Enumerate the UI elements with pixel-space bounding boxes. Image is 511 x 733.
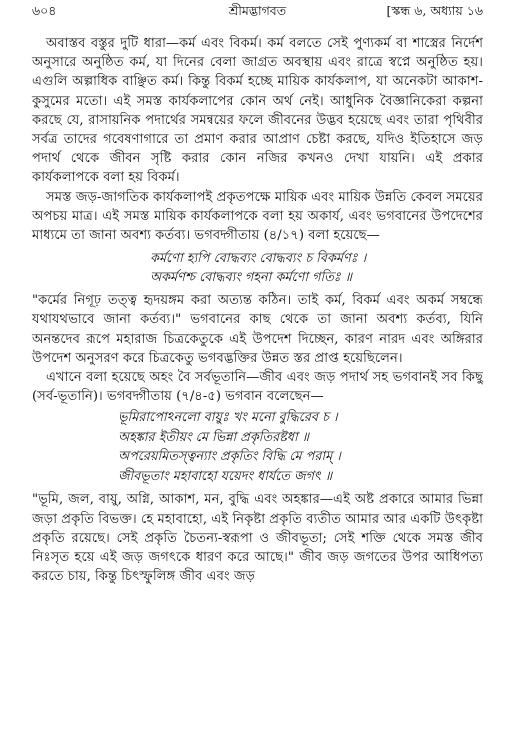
- paragraph-3: "কর্মের নিগূঢ় তত্ত্ব হৃদয়ঙ্গম করা অত্যন্ত কঠিন। তাই কর্ম, বিকর্ম এবং অকর্ম সম্বন্ধে যথাযথভাবে জানা কর্তব্য।" ভগবানের কাছ থেকে তা জানা অবশ্য কর্তব্য, যিনি অনন্তদেব রূপে মহারাজ চিত্রকেতুকে এই উপদেশ দিচ্ছেন, কারণ নারদ এবং অঙ্গিরার উপদেশ অনুসরণ করে চিত্রকেতু ভগবদ্ভক্তির উন্নত স্তর প্রাপ্ত হয়েছিলেন।: [32, 293, 483, 366]
- running-header: [32, 2, 483, 24]
- section-reference: [স্কন্ধ ৬, অধ্যায় ১৬: [386, 3, 483, 18]
- book-title: শ্রীমদ্ভাগবত: [228, 3, 287, 18]
- paragraph-2: সমস্ত জড়-জাগতিক কার্যকলাপই প্রকৃতপক্ষে মায়িক এবং মায়িক উন্নতি কেবল সময়ের অপচয় মাত্র। এই সমস্ত মায়িক কার্যকলাপকে বলা হয় অকার্য, এবং ভগবানের উপদেশের মাধ্যমে তা জানা অবশ্য কর্তব্য। ভগবদ্গীতায় (৪/১৭) বলা হয়েছে—: [32, 189, 483, 244]
- page-number: ৬০৪: [32, 3, 57, 18]
- verse-line: অপরেয়মিতস্ত্বন্যাং প্রকৃতিং বিদ্ধি মে পরাম্ ।: [118, 449, 341, 465]
- verse-line: অকর্মণশ্চ বোদ্ধব্যং গহনা কর্মণো গতিঃ ॥: [150, 270, 352, 286]
- paragraph-4: এখানে বলা হয়েছে অহং বৈ সর্বভূতানি—জীব এবং জড় পদার্থ সহ ভগবানই সব কিছু (সর্ব-ভূতানি)। ভগবদ্গীতায় (৭/৪-৫) ভগবান বলেছেন—: [32, 370, 483, 405]
- verse-line: অহঙ্কার ইতীয়ং মে ভিন্না প্রকৃতিরষ্টধা ॥: [118, 429, 309, 445]
- page-body: [32, 34, 483, 586]
- verse-line: কর্মণো হ্যপি বোদ্ধব্যং বোদ্ধব্যং চ বিকর্মণঃ ।: [150, 251, 367, 267]
- verse-line: ভূমিরাপোঽনলো বায়ুঃ খং মনো বুদ্ধিরেব চ ।: [118, 410, 338, 426]
- verse-gita-7-4-5: [118, 408, 483, 486]
- paragraph-1: অবাস্তব বস্তুর দুটি ধারা—কর্ম এবং বিকর্ম। কর্ম বলতে সেই পুণ্যকর্ম বা শাস্ত্রের নির্দেশ অনুসারে অনুষ্ঠিত কর্ম, যা দিনের বেলা জাগ্রত অবস্থায় এবং রাত্রে স্বপ্নে অনুষ্ঠিত হয়। এগুলি অল্পাধিক বাঞ্ছিত কর্ম। কিন্তু বিকর্ম হচ্ছে মায়িক কার্যকলাপ, যা অনেকটা আকাশ-কুসুমের মতো। এই সমস্ত কার্যকলাপের কোন অর্থ নেই। আধুনিক বৈজ্ঞানিকেরা কল্পনা করছে যে, রাসায়নিক পদার্থের সমন্বয়ের ফলে জীবনের উদ্ভব হয়েছে এবং তারা পৃথিবীর সর্বত্র তাদের গবেষণাগারে তা প্রমাণ করার আপ্রাণ চেষ্টা করছে, যদিও ইতিহাসে জড় পদার্থ থেকে জীবন সৃষ্টি করার কোন নজির কখনও দেখা যায়নি। এই প্রকার কার্যকলাপকে বলা হয় বিকর্ম।: [32, 36, 483, 186]
- paragraph-5: "ভূমি, জল, বায়ু, অগ্নি, আকাশ, মন, বুদ্ধি এবং অহঙ্কার—এই অষ্ট প্রকারে আমার ভিন্না জড়া প্রকৃতি বিভক্ত। হে মহাবাহো, এই নিকৃষ্টা প্রকৃতি ব্যতীত আমার আর একটি উৎকৃষ্টা প্রকৃতি রয়েছে। সেই প্রকৃতি চৈতন্য-স্বরূপা ও জীবভূতা; সেই শক্তি থেকে সমস্ত জীব নিঃসৃত হয়ে এই জড় জগৎকে ধারণ করে আছে।" জীব জড় জগতের উপর আধিপত্য করতে চায়, কিন্তু চিৎস্ফুলিঙ্গ জীব এবং জড়: [32, 492, 483, 585]
- verse-line: জীবভূতাং মহাবাহো যয়েদং ধার্যতে জগৎ ॥: [118, 468, 333, 484]
- verse-gita-4-17: [150, 249, 483, 287]
